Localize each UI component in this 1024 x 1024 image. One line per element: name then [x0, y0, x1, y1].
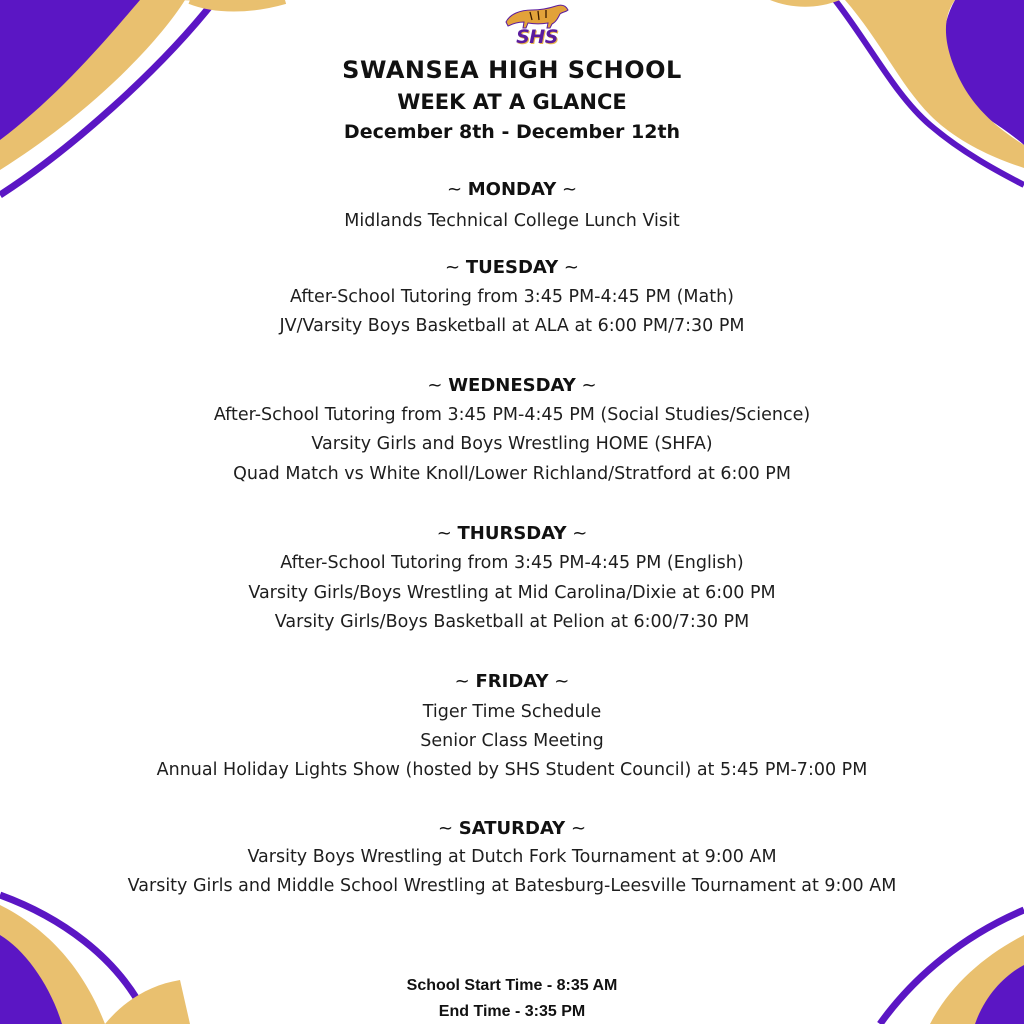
school-end-time: End Time - 3:35 PM: [438, 1003, 586, 1020]
wednesday-event: Varsity Girls and Boys Wrestling HOME (SHFA): [311, 434, 713, 454]
saturday-event: Varsity Boys Wrestling at Dutch Fork Tournament at 9:00 AM: [247, 847, 777, 867]
school-name: SWANSEA HIGH SCHOOL: [342, 56, 682, 84]
day-heading-thursday: ~ THURSDAY ~: [436, 523, 588, 544]
thursday-event: Varsity Girls/Boys Basketball at Pelion at 6:00/7:30 PM: [274, 612, 750, 632]
page-subtitle: WEEK AT A GLANCE: [397, 90, 627, 114]
tuesday-event: After-School Tutoring from 3:45 PM-4:45 PM (Math): [289, 287, 734, 307]
thursday-event: Varsity Girls/Boys Wrestling at Mid Carolina/Dixie at 6:00 PM: [248, 583, 776, 603]
date-range: December 8th - December 12th: [343, 121, 681, 143]
friday-event: Tiger Time Schedule: [422, 702, 602, 722]
school-logo: [500, 0, 574, 50]
day-heading-friday: ~ FRIDAY ~: [454, 671, 570, 692]
saturday-event: Varsity Girls and Middle School Wrestling at Batesburg-Leesville Tournament at 9:00 AM: [127, 876, 897, 896]
tuesday-event: JV/Varsity Boys Basketball at ALA at 6:00 PM/7:30 PM: [279, 316, 745, 336]
friday-event: Senior Class Meeting: [420, 731, 604, 751]
wednesday-event: After-School Tutoring from 3:45 PM-4:45 PM (Social Studies/Science): [213, 405, 811, 425]
wednesday-event: Quad Match vs White Knoll/Lower Richland/Stratford at 6:00 PM: [233, 464, 791, 484]
thursday-event: After-School Tutoring from 3:45 PM-4:45 PM (English): [280, 553, 744, 573]
monday-event: Midlands Technical College Lunch Visit: [344, 211, 680, 231]
day-heading-monday: ~ MONDAY ~: [446, 179, 578, 200]
day-heading-saturday: ~ SATURDAY ~: [437, 818, 587, 839]
day-heading-tuesday: ~ TUESDAY ~: [445, 257, 579, 278]
friday-event: Annual Holiday Lights Show (hosted by SHS Student Council) at 5:45 PM-7:00 PM: [156, 760, 868, 780]
logo-text: SHS: [516, 26, 558, 48]
day-heading-wednesday: ~ WEDNESDAY ~: [427, 375, 597, 396]
school-start-time: School Start Time - 8:35 AM: [406, 977, 618, 994]
